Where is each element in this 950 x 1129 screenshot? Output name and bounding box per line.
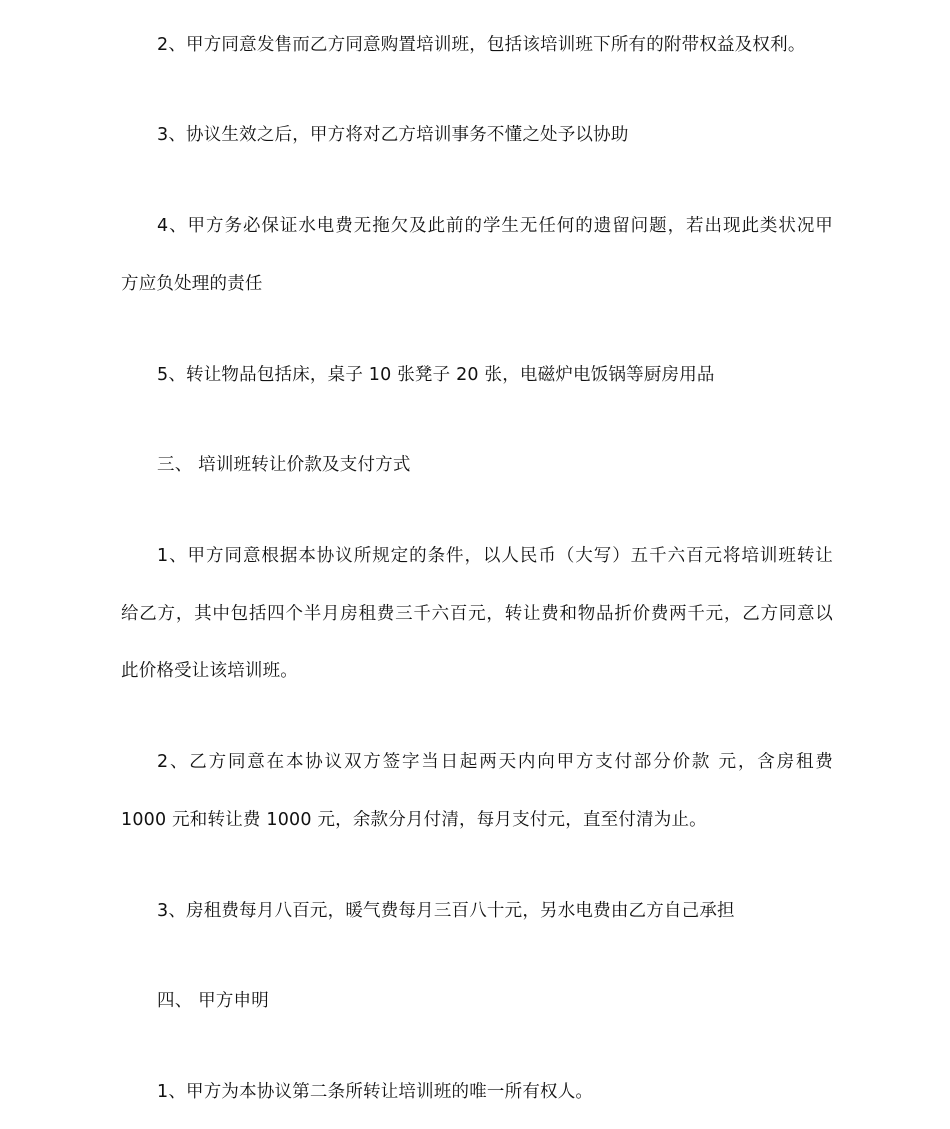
clause-2-4-text-line-1: 4、甲方务必保证水电费无拖欠及此前的学生无任何的遗留问题，若出现此类状况甲 <box>157 216 833 236</box>
section-4-heading: 四、 甲方申明 <box>157 991 269 1011</box>
clause-3-1-text-line-2: 给乙方，其中包括四个半月房租费三千六百元，转让费和物品折价费两千元，乙方同意以 <box>121 604 833 624</box>
section-3-heading: 三、 培训班转让价款及支付方式 <box>157 455 411 475</box>
clause-2-3-text: 3、协议生效之后，甲方将对乙方培训事务不懂之处予以协助 <box>157 125 629 145</box>
clause-4-1-text: 1、甲方为本协议第二条所转让培训班的唯一所有权人。 <box>157 1082 594 1102</box>
clause-2-5-text: 5、转让物品包括床，桌子 10 张凳子 20 张，电磁炉电饭锅等厨房用品 <box>157 365 715 385</box>
clause-3-2-text-line-2: 1000 元和转让费 1000 元，余款分月付清，每月支付元，直至付清为止。 <box>121 810 707 830</box>
clause-3-3-text: 3、房租费每月八百元，暖气费每月三百八十元，另水电费由乙方自己承担 <box>157 901 735 921</box>
clause-2-4-text-line-2: 方应负处理的责任 <box>121 274 263 294</box>
clause-3-1-text-line-3: 此价格受让该培训班。 <box>121 661 298 681</box>
clause-2-1-text: 2、甲方同意发售而乙方同意购置培训班，包括该培训班下所有的附带权益及权利。 <box>157 35 806 55</box>
clause-3-1-text-line-1: 1、甲方同意根据本协议所规定的条件，以人民币（大写）五千六百元将培训班转让 <box>157 546 833 566</box>
clause-3-2-text-line-1: 2、乙方同意在本协议双方签字当日起两天内向甲方支付部分价款 元，含房租费 <box>157 752 833 772</box>
